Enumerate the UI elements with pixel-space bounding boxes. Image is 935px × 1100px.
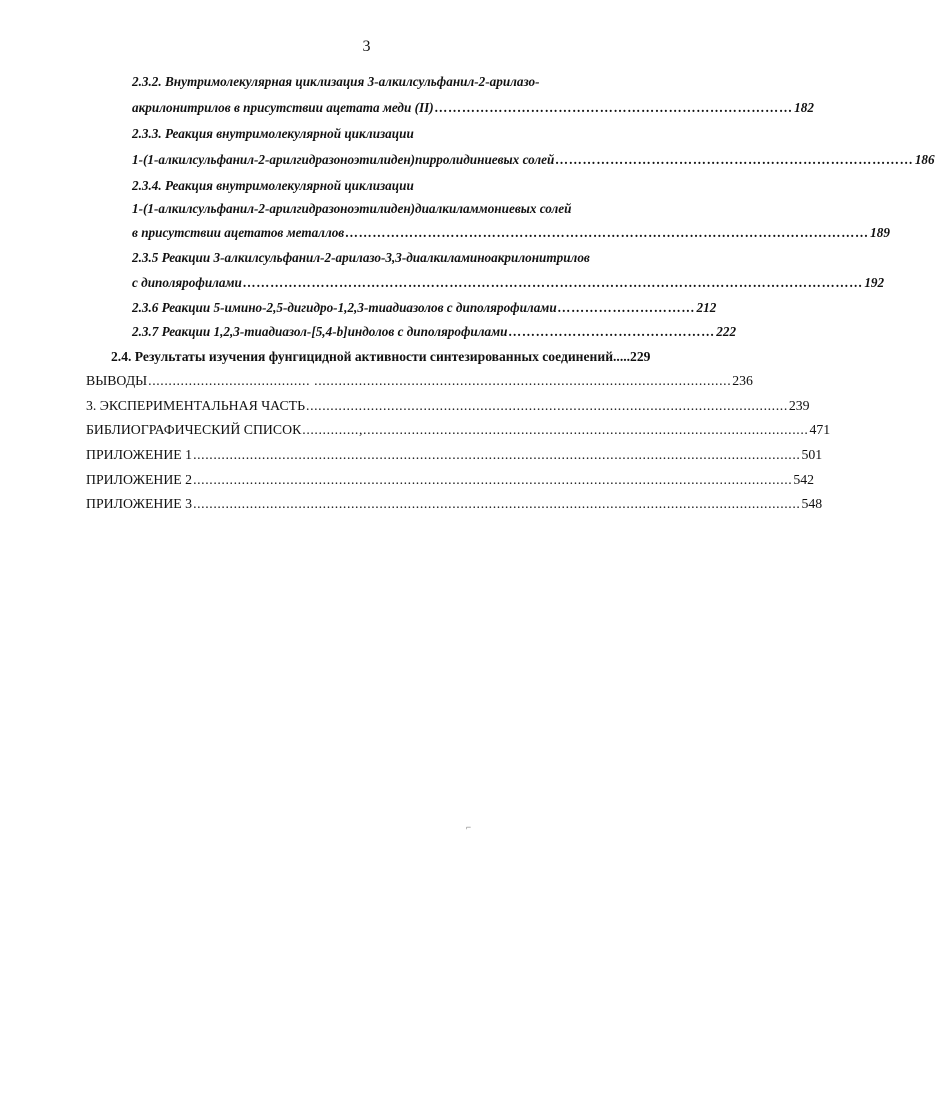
- toc-entry-2-3-3-line2: [132, 151, 935, 169]
- page-number: 3: [362, 38, 371, 55]
- toc-page-number: 542: [793, 472, 815, 487]
- toc-entry-text: 2.3.2. Внутримолекулярная циклизация 3-алкилсульфанил-2-арилазо-: [132, 74, 540, 89]
- toc-entry-conclusions: [86, 372, 753, 390]
- toc-entry-text: с диполярофилами: [132, 275, 242, 290]
- dot-leader: ……………………………………………………………………: [434, 100, 794, 115]
- toc-entry-2-3-6: [132, 299, 717, 317]
- toc-entry-text: акрилонитрилов в присутствии ацетата меди (II): [132, 100, 434, 115]
- toc-page-number: 186: [914, 152, 935, 167]
- toc-entry-2-3-2-line1: [132, 73, 539, 91]
- toc-entry-text: 3. ЭКСПЕРИМЕНТАЛЬНАЯ ЧАСТЬ: [86, 398, 306, 413]
- toc-entry-2-3-2-line2: [132, 99, 814, 117]
- toc-page-number: 182: [794, 100, 814, 115]
- toc-page-number: 548: [801, 496, 823, 511]
- toc-entry-bibliography: [86, 421, 831, 439]
- dot-leader: ……………………………………………………………………………………………………: [345, 225, 870, 240]
- dot-leader: ……………………………………………………………………: [555, 152, 914, 167]
- dot-leader: ..............,..............................................................................................................: [302, 422, 809, 437]
- toc-entry-text: БИБЛИОГРАФИЧЕСКИЙ СПИСОК: [86, 422, 302, 437]
- toc-entry-appendix-1: [86, 446, 823, 464]
- toc-entry-text: 2.3.4. Реакция внутримолекулярной циклизации: [132, 178, 414, 193]
- toc-entry-text: ПРИЛОЖЕНИЕ 1: [86, 447, 193, 462]
- toc-entry-experimental: [86, 397, 810, 415]
- dot-leader: ......................................................................................................................................................: [193, 447, 801, 462]
- toc-entry-text: ПРИЛОЖЕНИЕ 2: [86, 472, 193, 487]
- toc-entry-text: 2.3.3. Реакция внутримолекулярной циклизации: [132, 126, 414, 141]
- toc-page-number: 189: [870, 225, 890, 240]
- dot-leader: ......................................................................................................................................................: [193, 496, 801, 511]
- dot-leader: ........................................ .......................................................................................................: [148, 373, 732, 388]
- toc-entry-2-3-4-line1: [132, 177, 414, 195]
- toc-page-number: 471: [809, 422, 831, 437]
- toc-entry-2-3-5-line1: [132, 249, 590, 267]
- toc-page-number: 222: [716, 324, 737, 339]
- toc-entry-2-3-4-line2: [132, 200, 572, 218]
- toc-entry-appendix-2: [86, 471, 815, 489]
- toc-entry-text: в присутствии ацетатов металлов: [132, 225, 345, 240]
- dot-leader: .......................................................................................................................: [306, 398, 788, 413]
- toc-page-number: 236: [732, 373, 753, 388]
- toc-entry-2-3-7: [132, 323, 737, 341]
- toc-page-number: 192: [864, 275, 885, 290]
- toc-entry-text: 1-(1-алкилсульфанил-2-арилгидразоноэтилиден)диалкиламмониевых солей: [132, 201, 572, 216]
- toc-entry-text: 1-(1-алкилсульфанил-2-арилгидразоноэтилиден)пирролидиниевых солей: [132, 152, 555, 167]
- toc-entry-text: 2.4. Результаты изучения фунгицидной активности синтезированных соединений.....: [111, 349, 631, 364]
- toc-entry-2-3-5-line2: [132, 274, 885, 292]
- dot-leader: ....................................................................................................................................................: [193, 472, 793, 487]
- toc-page-number: 229: [630, 349, 651, 364]
- toc-entry-text: 2.3.7 Реакции 1,2,3-тиадиазол-[5,4-b]индолов с диполярофилами: [132, 324, 508, 339]
- toc-entry-text: ПРИЛОЖЕНИЕ 3: [86, 496, 193, 511]
- toc-page-number: 212: [696, 300, 717, 315]
- dot-leader: …………………………: [557, 300, 696, 315]
- toc-entry-2-3-4-line3: [132, 224, 890, 242]
- dot-leader: ………………………………………: [508, 324, 716, 339]
- toc-page-number: 239: [788, 398, 810, 413]
- dot-leader: ………………………………………………………………………………………………………………………: [242, 275, 864, 290]
- toc-entry-2-4: [111, 348, 650, 366]
- toc-entry-text: 2.3.6 Реакции 5-имино-2,5-дигидро-1,2,3-тиадиазолов с диполярофилами: [132, 300, 557, 315]
- scan-speck: ⌐: [466, 822, 472, 832]
- toc-entry-text: ВЫВОДЫ: [86, 373, 148, 388]
- toc-entry-text: 2.3.5 Реакции 3-алкилсульфанил-2-арилазо-3,3-диалкиламиноакрилонитрилов: [132, 250, 590, 265]
- toc-entry-appendix-3: [86, 495, 823, 513]
- toc-entry-2-3-3-line1: [132, 125, 414, 143]
- toc-page-number: 501: [801, 447, 823, 462]
